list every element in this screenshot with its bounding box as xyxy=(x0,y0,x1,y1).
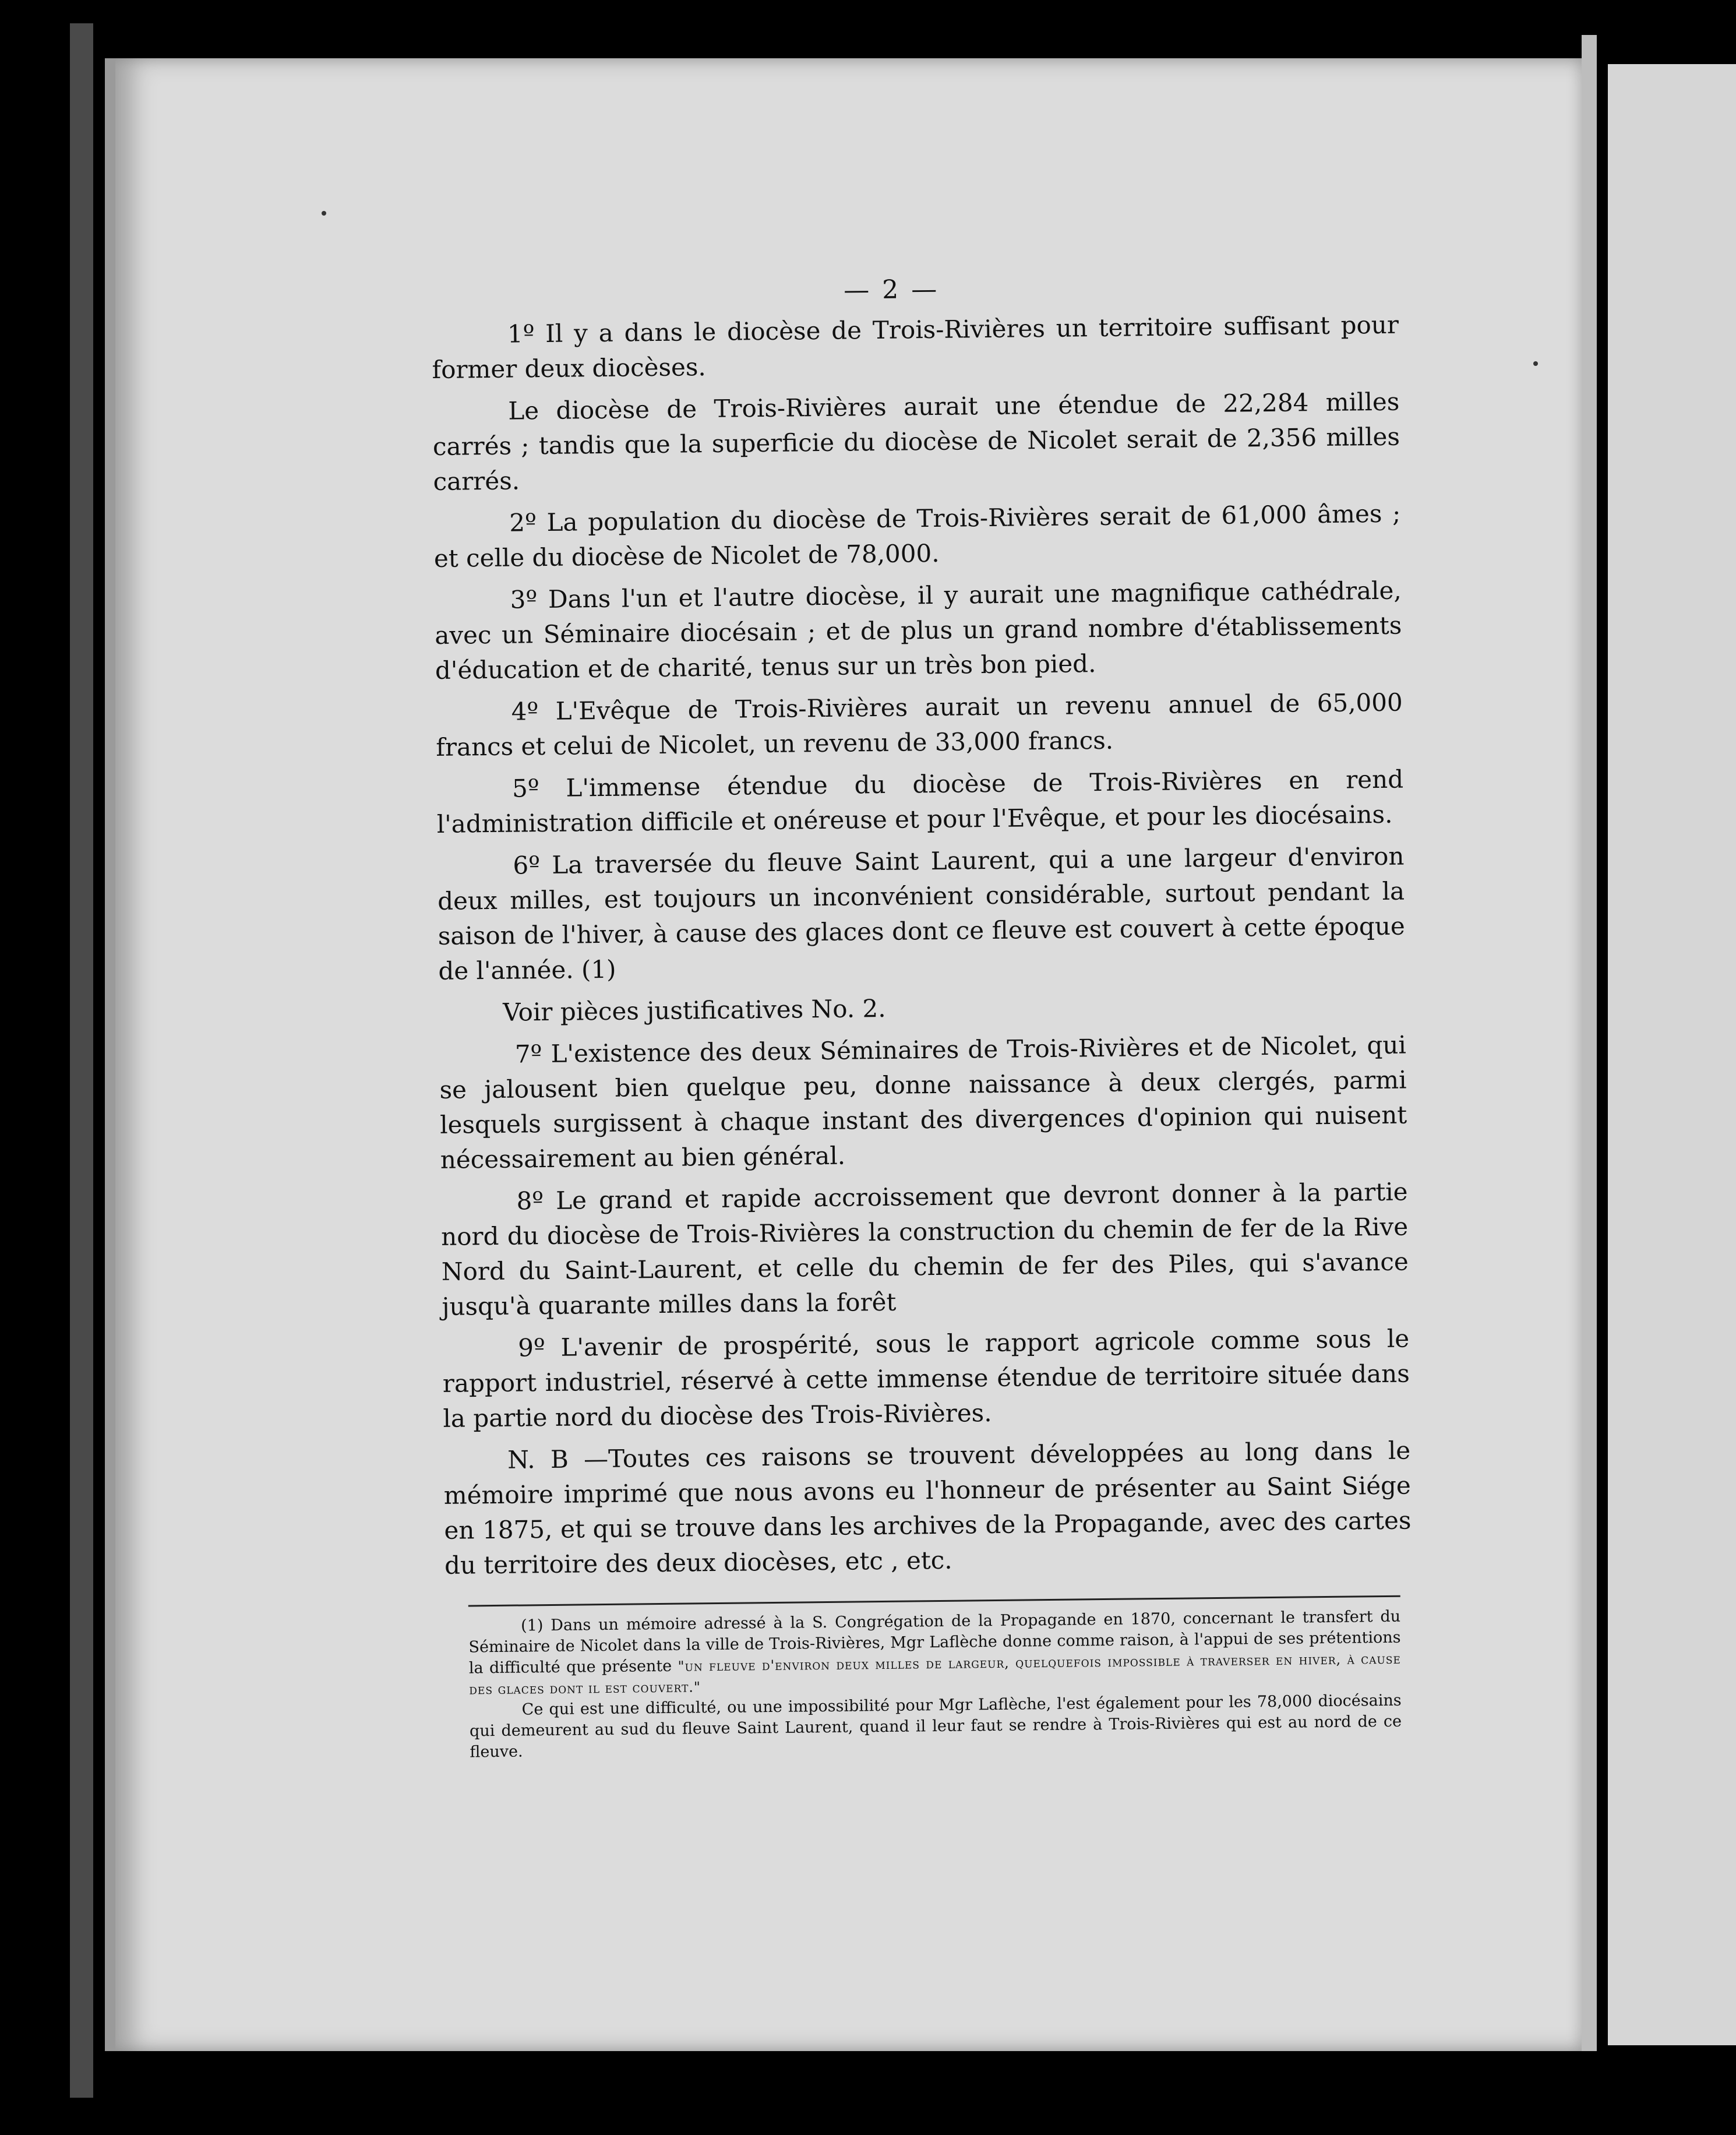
dust-speck xyxy=(1533,361,1538,366)
footnote-1 xyxy=(468,1606,1401,1700)
paragraph-3: 2º La population du diocèse de Trois-Rivières serait de 61,000 âmes ; et celle du diocèse de Nicolet de 78,000. xyxy=(433,499,1401,573)
paragraph-8: 7º L'existence des deux Séminaires de Trois-Rivières et de Nicolet, qui se jalousent bien quelque peu, donne naissance à deux clergés, parmi lesquels surgissent à chaque instant des divergences d'opinion qui nuisent nécessairement au bien général. xyxy=(439,1030,1407,1174)
binding-strip xyxy=(70,23,93,2098)
paragraph-4: 3º Dans l'un et l'autre diocèse, il y aurait une magnifique cathédrale, avec un Séminaire diocésain ; et de plus un grand nombre d'établissements d'éducation et de charité, tenus sur un très bon pied. xyxy=(435,576,1402,685)
paragraph-10: 9º L'avenir de prospérité, sous le rapport agricole comme sous le rapport industriel, réservé à cette immense étendue de territoire située dans la partie nord du diocèse des Trois-Rivières. xyxy=(442,1324,1410,1433)
paragraph-7: 6º La traversée du fleuve Saint Laurent, qui a une largeur d'environ deux milles, est toujours un inconvénient considérable, surtout pendant la saison de l'hiver, à cause des glaces dont ce fleuve est couvert à cette époque de l'année. (1) xyxy=(437,841,1405,985)
adjacent-page xyxy=(1608,64,1736,2045)
footnote-2: Ce qui est une difficulté, ou une impossibilité pour Mgr Laflèche, l'est également pour les 78,000 diocésains qui demeurent au sud du fleuve Saint Laurent, quand il leur faut se rendre à Trois-Rivières qui est au nord de ce fleuve. xyxy=(469,1691,1402,1761)
footnote-divider xyxy=(468,1595,1400,1607)
paragraph-1: 1º Il y a dans le diocèse de Trois-Rivières un territoire suffisant pour former deux diocèses. xyxy=(432,310,1399,384)
page-edge xyxy=(1582,35,1597,2051)
paragraph-reference: Voir pièces justificatives No. 2. xyxy=(502,993,886,1027)
dust-speck xyxy=(322,211,326,216)
paragraph-2: Le diocèse de Trois-Rivières aurait une étendue de 22,284 milles carrés ; tandis que la superficie du diocèse de Nicolet serait de 2,356 milles carrés. xyxy=(432,387,1400,496)
page-number: — 2 — xyxy=(843,274,940,305)
footnote-1-quote: "un fleuve d'environ deux milles de largeur, quelquefois impossible à traverser en hiver, à cause des glaces dont il est couvert." xyxy=(469,1650,1402,1698)
paragraph-9: 8º Le grand et rapide accroissement que devront donner à la partie nord du diocèse de Trois-Rivières la construction du chemin de fer de la Rive Nord du Saint-Laurent, et celle du chemin de fer des Piles, qui s'avance jusqu'à quarante milles dans la forêt xyxy=(440,1177,1409,1321)
paragraph-6: 5º L'immense étendue du diocèse de Trois-Rivières en rend l'administration difficile et onéreuse et pour l'Evêque, et pour les diocésains. xyxy=(436,764,1404,839)
paragraph-nb: N. B —Toutes ces raisons se trouvent développées au long dans le mémoire imprimé que nous avons eu l'honneur de présenter au Saint Siége en 1875, et qui se trouve dans les archives de la Propagande, avec des cartes du territoire des deux diocèses, etc , etc. xyxy=(443,1436,1412,1580)
paragraph-5: 4º L'Evêque de Trois-Rivières aurait un revenu annuel de 65,000 francs et celui de Nicolet, un revenu de 33,000 francs. xyxy=(436,688,1403,762)
footnotes xyxy=(468,1606,1402,1763)
footnote-1-text: (1) Dans un mémoire adressé à la S. Congrégation de la Propagande en 1870, concernant le transfert du Séminaire de Nicolet dans la ville de Trois-Rivières, Mgr Laflèche donne comme raison, à l'appui de ses prétentions la difficulté que présente xyxy=(468,1607,1401,1678)
page-content xyxy=(431,270,1414,1763)
